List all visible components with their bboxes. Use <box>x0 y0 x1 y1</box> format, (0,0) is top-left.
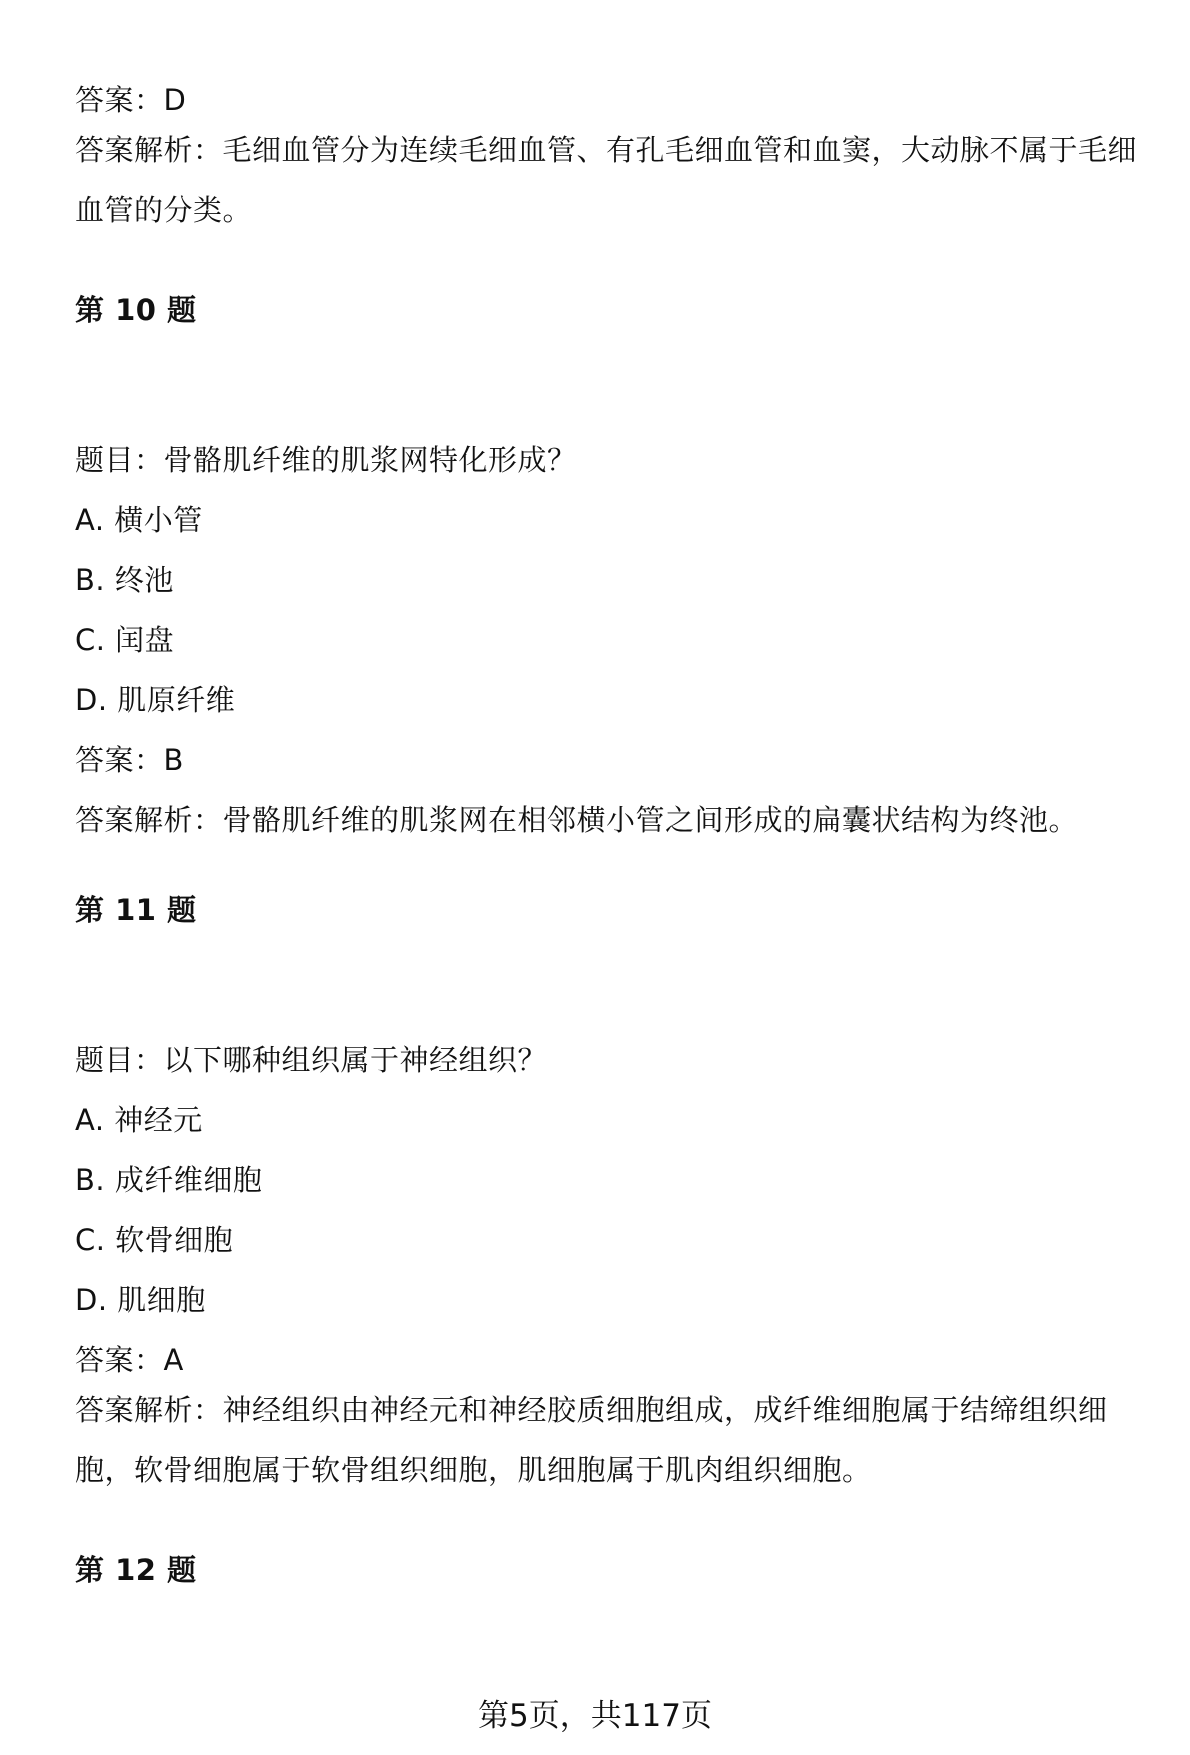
q11-question: 题目：以下哪种组织属于神经组织？ <box>75 1043 548 1077</box>
q10-option-d: D. 肌原纤维 <box>75 683 236 717</box>
q11-explanation: 答案解析：神经组织由神经元和神经胶质细胞组成，成纤维细胞属于结缔组织细胞，软骨细胞属于软骨组织细胞，肌细胞属于肌肉组织细胞。 <box>75 1393 1108 1487</box>
q10-option-c: C. 闰盘 <box>75 623 175 657</box>
q10-heading: 第 10 题 <box>75 293 197 327</box>
q11-answer: 答案：A <box>75 1343 184 1377</box>
q11-option-b: B. 成纤维细胞 <box>75 1163 263 1197</box>
q11-heading: 第 11 题 <box>75 893 197 927</box>
q10-answer: 答案：B <box>75 743 184 777</box>
q11-option-a: A. 神经元 <box>75 1103 203 1137</box>
q11-option-c: C. 软骨细胞 <box>75 1223 234 1257</box>
q10-option-b: B. 终池 <box>75 563 174 597</box>
q10-option-a: A. 横小管 <box>75 503 203 537</box>
q9-answer: 答案：D <box>75 83 187 117</box>
page-number: 第5页，共117页 <box>478 1698 712 1734</box>
q9-explanation: 答案解析：毛细血管分为连续毛细血管、有孔毛细血管和血窦，大动脉不属于毛细血管的分类。 <box>75 133 1138 227</box>
q10-explanation: 答案解析：骨骼肌纤维的肌浆网在相邻横小管之间形成的扁囊状结构为终池。 <box>75 803 1079 837</box>
q11-option-d: D. 肌细胞 <box>75 1283 206 1317</box>
q12-heading: 第 12 题 <box>75 1553 197 1587</box>
q10-question: 题目：骨骼肌纤维的肌浆网特化形成？ <box>75 443 577 477</box>
